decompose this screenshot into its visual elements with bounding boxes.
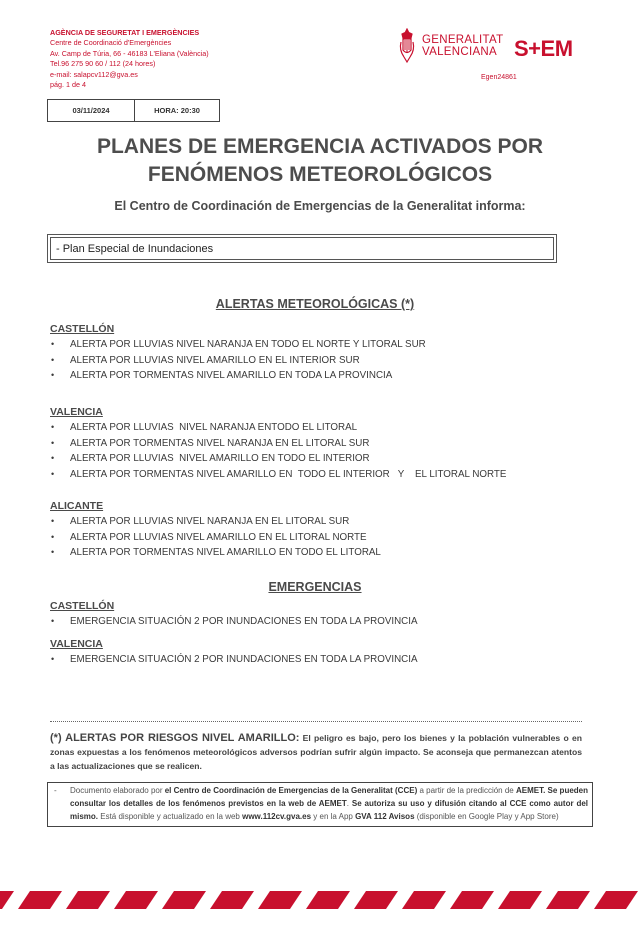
active-plan: - Plan Especial de Inundaciones — [56, 242, 214, 255]
agency-address: Av. Camp de Túria, 66 - 46183 L'Eliana (València) — [50, 48, 209, 58]
emergency-list — [50, 614, 418, 630]
region-name: VALENCIA — [50, 406, 103, 418]
emergency-item: • EMERGENCIA SITUACIÓN 2 POR INUNDACIONES EN TODA LA PROVINCIA — [50, 652, 418, 668]
agency-email: e-mail: salapcv112@gva.es — [50, 69, 138, 79]
agency-phone: Tel.96 275 90 60 / 112 (24 hores) — [50, 59, 156, 69]
stripe-segment — [498, 891, 542, 909]
stripe-segment — [114, 891, 158, 909]
disclaimer-cce: el Centro de Coordinación de Emergencias de la Generalitat (CCE) — [164, 786, 418, 795]
emergency-item: • EMERGENCIA SITUACIÓN 2 POR INUNDACIONES EN TODA LA PROVINCIA — [50, 614, 418, 630]
page-number: pág. 1 de 4 — [50, 80, 86, 90]
active-plan-box — [47, 234, 557, 263]
generalitat-wordmark — [422, 34, 503, 58]
stripe-segment — [354, 891, 398, 909]
note-lead: (*) ALERTAS POR RIESGOS NIVEL AMARILLO: — [50, 732, 300, 744]
disclaimer-aemet: AEMET. Se pueden consultar los detalles de los fenómenos previstos en la web de AEMET — [70, 786, 588, 809]
emergency-region-valencia — [50, 638, 418, 668]
disclaimer-part: Documento elaborado por — [70, 786, 165, 795]
alerts-region-alicante — [50, 500, 381, 561]
alert-item: • ALERTA POR LLUVIAS NIVEL NARANJA EN TODO EL NORTE Y LITORAL SUR — [50, 337, 426, 353]
decorative-stripe-band — [0, 891, 640, 909]
page-title — [60, 133, 580, 189]
emergency-list — [50, 652, 418, 668]
agency-header — [50, 28, 209, 90]
stripe-segment — [306, 891, 350, 909]
stripe-segment — [18, 891, 62, 909]
disclaimer-part: . — [346, 799, 352, 809]
website-link[interactable]: www.112cv.gva.es — [242, 812, 312, 822]
region-name: ALICANTE — [50, 500, 104, 512]
alert-list — [50, 514, 381, 561]
app-name: GVA 112 Avisos — [355, 812, 415, 822]
report-date: 03/11/2024 — [48, 100, 135, 121]
region-name: VALENCIA — [50, 638, 103, 650]
coat-of-arms-icon — [398, 28, 416, 64]
disclaimer-part: Está disponible y actualizado en la web — [98, 812, 243, 822]
alert-item: • ALERTA POR LLUVIAS NIVEL AMARILLO EN TODO EL INTERIOR — [50, 451, 506, 467]
alert-item: • ALERTA POR LLUVIAS NIVEL NARANJA EN EL LITORAL SUR — [50, 514, 381, 530]
title-line-1: PLANES DE EMERGENCIA ACTIVADOS POR — [96, 135, 544, 158]
stripe-segment — [594, 891, 638, 909]
alert-list — [50, 420, 506, 482]
gv-line-1: GENERALITAT — [422, 34, 504, 46]
alert-item: • ALERTA POR TORMENTAS NIVEL NARANJA EN EL LITORAL SUR — [50, 436, 506, 452]
stripe-segment — [162, 891, 206, 909]
alerts-region-castellon — [50, 323, 426, 384]
yellow-alert-note — [50, 731, 582, 773]
document-code: Egen24861 — [481, 74, 517, 81]
disclaimer-part: y en la App — [311, 812, 356, 822]
report-time: HORA: 20:30 — [154, 106, 200, 115]
agency-name: AGÈNCIA DE SEGURETAT I EMERGÈNCIES — [50, 28, 200, 37]
stripe-pattern — [0, 891, 640, 909]
stripe-segment — [546, 891, 590, 909]
stripe-segment — [450, 891, 494, 909]
alerts-heading: ALERTAS METEOROLÓGICAS (*) — [215, 297, 415, 311]
gv-line-2: VALENCIANA — [422, 46, 498, 58]
alerts-region-valencia — [50, 406, 506, 482]
emergency-region-castellon — [50, 600, 418, 630]
region-name: CASTELLÓN — [50, 600, 115, 612]
alert-item: • ALERTA POR LLUVIAS NIVEL NARANJA ENTODO EL LITORAL — [50, 420, 506, 436]
disclaimer-part: (disponible en Google Play y App Store) — [414, 812, 559, 822]
stripe-segment — [66, 891, 110, 909]
stripe-segment — [402, 891, 446, 909]
separator — [50, 721, 582, 722]
sem-logo: S+EM — [514, 36, 573, 61]
alert-item: • ALERTA POR TORMENTAS NIVEL AMARILLO EN TODA LA PROVINCIA — [50, 368, 426, 384]
date-time-box — [47, 99, 220, 122]
alert-item: • ALERTA POR LLUVIAS NIVEL AMARILLO EN EL INTERIOR SUR — [50, 353, 426, 369]
region-name: CASTELLÓN — [50, 323, 115, 335]
agency-center: Centre de Coordinació d'Emergències — [50, 38, 172, 48]
alert-item: • ALERTA POR TORMENTAS NIVEL AMARILLO EN TODO EL LITORAL — [50, 545, 381, 561]
stripe-segment — [210, 891, 254, 909]
disclaimer-text — [48, 784, 588, 824]
disclaimer-part: a partir de la predicción de — [417, 786, 516, 795]
alert-item: • ALERTA POR TORMENTAS NIVEL AMARILLO EN TODO EL INTERIOR Y EL LITORAL NORTE — [50, 467, 506, 483]
title-line-2: FENÓMENOS METEOROLÓGICOS — [147, 163, 493, 186]
stripe-segment — [0, 891, 14, 909]
disclaimer-authorization: Se autoriza su uso y difusión citando al CCE como autor del mismo. — [70, 799, 589, 822]
stripe-segment — [258, 891, 302, 909]
note-body: El peligro es bajo, pero los bienes y la población vulnerables o en zonas expuestas a los fenómenos meteorológicos adversos podrían sufrir algún impacto. Se aconseja que permanezcan atentos a las actualizaciones que se realicen. — [50, 733, 582, 771]
alert-list — [50, 337, 426, 384]
alert-item: • ALERTA POR LLUVIAS NIVEL AMARILLO EN EL LITORAL NORTE — [50, 530, 381, 546]
page-subtitle: El Centro de Coordinación de Emergencias de la Generalitat informa: — [114, 199, 526, 213]
emergencies-heading: EMERGENCIAS — [268, 580, 362, 594]
generalitat-logo — [398, 28, 503, 64]
source-disclaimer-box — [47, 782, 593, 827]
